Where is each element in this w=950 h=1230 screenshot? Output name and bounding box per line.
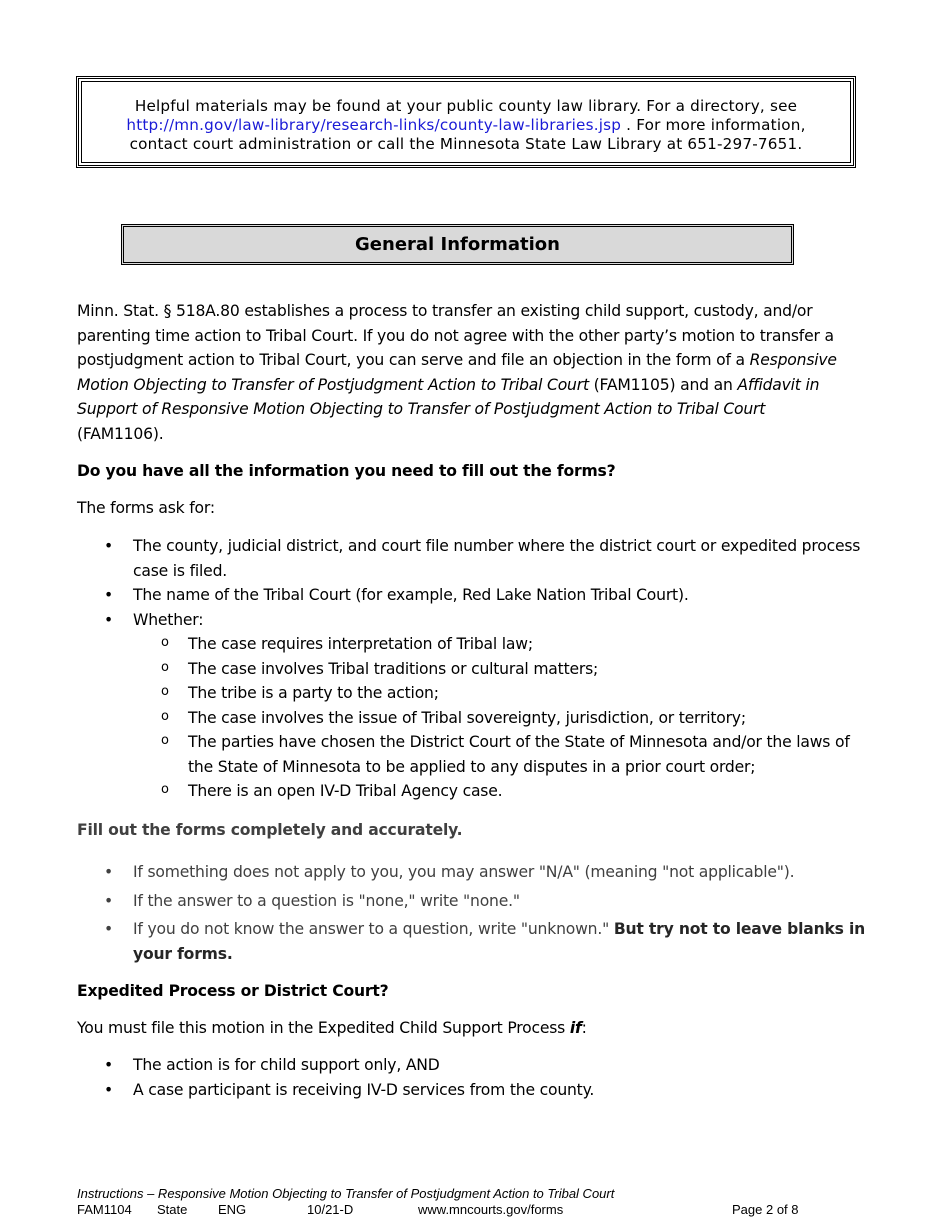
list-item: • Whether: bbox=[77, 608, 867, 633]
footer-website: www.mncourts.gov/forms bbox=[418, 1202, 564, 1217]
footer-form-code: FAM1104 bbox=[77, 1202, 132, 1217]
list-item: • The county, judicial district, and court file number where the district court or expedited process case is filed. bbox=[77, 534, 867, 583]
section-title-general-information: General Information bbox=[121, 224, 794, 265]
footer-revision: 10/21-D bbox=[307, 1202, 354, 1217]
form1-title: Responsive Motion Objecting to Transfer of Postjudgment Action to Tribal Court bbox=[77, 351, 837, 394]
section1-heading: Do you have all the information you need to fill out the forms? bbox=[77, 462, 616, 480]
footer-title: Instructions – Responsive Motion Objecting to Transfer of Postjudgment Action to Tribal Court bbox=[77, 1186, 615, 1201]
section2-heading: Fill out the forms completely and accurately. bbox=[77, 821, 463, 839]
page-footer bbox=[77, 1186, 837, 1217]
blanks-warning: But try not to leave blanks in your forms. bbox=[133, 920, 866, 963]
sub-list-item: o There is an open IV-D Tribal Agency case. bbox=[77, 779, 867, 804]
notice-line-1: Helpful materials may be found at your public county law library. For a directory, see bbox=[134, 97, 798, 115]
sub-list-item: o The case involves the issue of Tribal sovereignty, jurisdiction, or territory; bbox=[77, 706, 867, 731]
footer-jurisdiction: State bbox=[157, 1202, 188, 1217]
library-notice-box bbox=[76, 76, 856, 168]
list-item: • If you do not know the answer to a question, write "unknown." But try not to leave blanks in your forms. bbox=[77, 917, 867, 966]
sub-list-item: o The case involves Tribal traditions or cultural matters; bbox=[77, 657, 867, 682]
footer-language: ENG bbox=[218, 1202, 247, 1217]
list-item: • If the answer to a question is "none," write "none." bbox=[77, 889, 867, 914]
sub-list-item: o The tribe is a party to the action; bbox=[77, 681, 867, 706]
notice-line-2-rest: . For more information, bbox=[621, 116, 806, 134]
section2-list bbox=[77, 860, 867, 966]
form2-title: Affidavit in Support of Responsive Motion Objecting to Transfer of Postjudgment Action to Tribal Court bbox=[77, 375, 820, 418]
list-item: • The name of the Tribal Court (for example, Red Lake Nation Tribal Court). bbox=[77, 583, 867, 608]
list-item: • The action is for child support only, AND bbox=[77, 1053, 867, 1078]
form2-code: (FAM1106). bbox=[77, 424, 164, 443]
intro-paragraph: Minn. Stat. § 518A.80 establishes a process to transfer an existing child support, custody, and/or parenting time action to Tribal Court. If you do not agree with the other party’s motion to transfer a postjudgment action to Tribal Court, you can serve and file an objection in the form of a Responsive Motion Objecting to Transfer of Postjudgment Action to Tribal Court (FAM1105) and an Affidavit in Support of Responsive Motion Objecting to Transfer of Postjudgment Action to Tribal Court (FAM1106). bbox=[77, 302, 837, 443]
sub-list-item: o The case requires interpretation of Tribal law; bbox=[77, 632, 867, 657]
section1-list bbox=[77, 534, 867, 804]
list-item: • If something does not apply to you, you may answer "N/A" (meaning "not applicable"). bbox=[77, 860, 867, 885]
sub-list-item: o The parties have chosen the District Court of the State of Minnesota and/or the laws of the State of Minnesota to be applied to any disputes in a prior court order; bbox=[77, 730, 867, 779]
section3-lead: You must file this motion in the Expedited Child Support Process if: bbox=[77, 1019, 587, 1037]
notice-line-3: contact court administration or call the Minnesota State Law Library at 651-297-7651. bbox=[129, 135, 803, 153]
section3-list bbox=[77, 1053, 867, 1102]
section3-heading: Expedited Process or District Court? bbox=[77, 982, 389, 1000]
footer-page-number: Page 2 of 8 bbox=[732, 1202, 799, 1217]
emphasis-if: if bbox=[569, 1019, 582, 1037]
county-law-libraries-link[interactable]: http://mn.gov/law-library/research-links/county-law-libraries.jsp bbox=[126, 116, 622, 134]
section1-lead: The forms ask for: bbox=[77, 499, 215, 517]
list-item: • A case participant is receiving IV-D services from the county. bbox=[77, 1078, 867, 1103]
